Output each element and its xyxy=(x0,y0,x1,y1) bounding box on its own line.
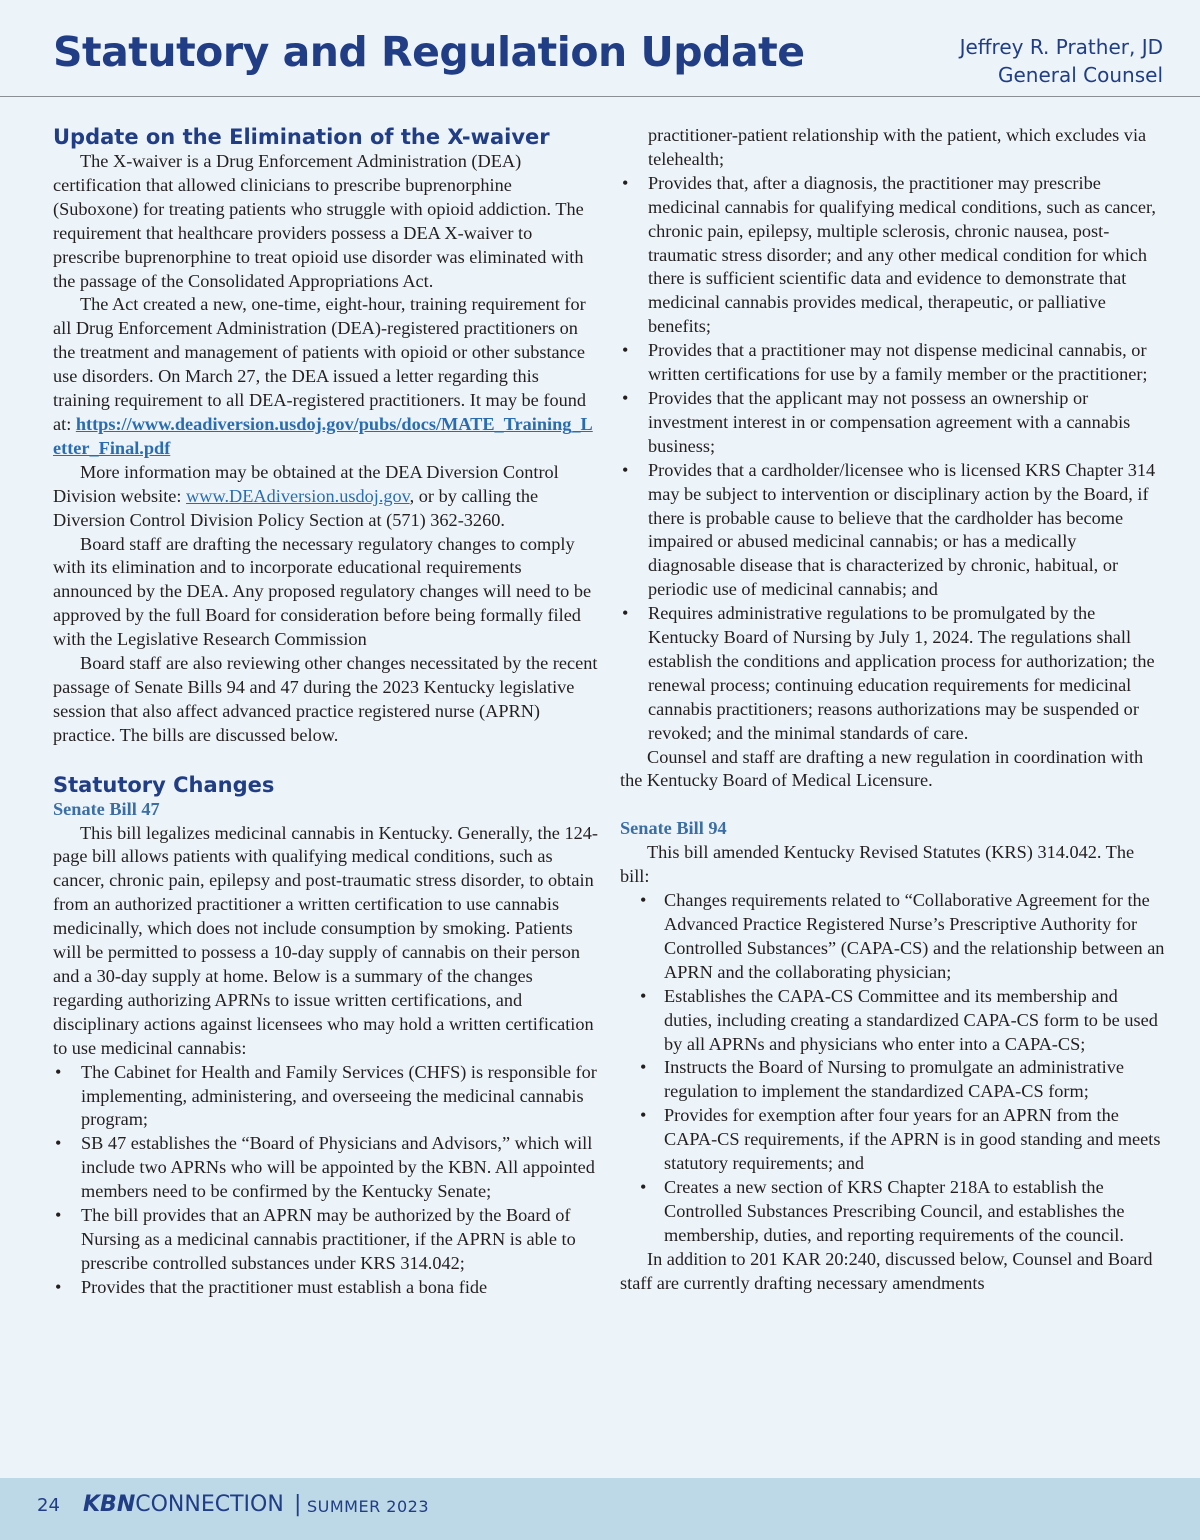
bullet-icon: • xyxy=(640,1105,647,1126)
list-item: • The Cabinet for Health and Family Services (CHFS) is responsible for implementing, administering, and overseeing the medicinal cannabis program; xyxy=(55,1061,597,1130)
list-item: • Creates a new section of KRS Chapter 218A to establish the Controlled Substances Prescribing Council, and establishes the membership, duties, and reporting requirements of the council. xyxy=(640,1176,1125,1245)
bullet-icon: • xyxy=(55,1061,62,1082)
bullet-icon: • xyxy=(640,1176,647,1197)
list-item: • Provides that a cardholder/licensee who is licensed KRS Chapter 314 may be subject to intervention or disciplinary action by the Board, if there is probable cause to believe that the cardholder has become impaired or abused medicinal cannabis; or has a medically diagnosable disease that is characterized by chronic, habitual, or periodic use of medicinal cannabis; and xyxy=(622,459,1156,600)
header-divider xyxy=(0,96,1200,97)
author-name: Jeffrey R. Prather, JD xyxy=(959,35,1163,59)
page-number: 24 xyxy=(37,1495,60,1516)
list-item: • The bill provides that an APRN may be authorized by the Board of Nursing as a medicinal cannabis practitioner, if the APRN is able to prescribe controlled substances under KRS 314.042; xyxy=(55,1205,576,1273)
dea-training-letter-link[interactable]: https://www.deadiversion.usdoj.gov/pubs/docs/MATE_Training_Letter_Final.pdf xyxy=(53,413,593,458)
sb94-heading: Senate Bill 94 xyxy=(620,818,727,839)
list-item: • Provides for exemption after four years for an APRN from the CAPA-CS requirements, if the APRN is in good standing and meets statutory requirements; and xyxy=(640,1105,1161,1174)
list-item: • Provides that the practitioner must establish a bona fide xyxy=(53,1276,598,1300)
list-item: • Provides that the applicant may not possess an ownership or investment interest in or compensation agreement with a cannabis business; xyxy=(622,387,1131,456)
sb47-bullet-list-right xyxy=(620,172,1168,746)
xwaiver-paragraph-4: Board staff are drafting the necessary regulatory changes to comply with its elimination and to incorporate educational requirements announced by the DEA. Any proposed regulatory changes will need to be approved by the full Board for consideration before being formally filed with the Legislative Research Commission xyxy=(53,533,592,650)
xwaiver-paragraph-3 xyxy=(53,461,598,533)
issue-label: SUMMER 2023 xyxy=(307,1497,430,1516)
bullet-icon: • xyxy=(622,172,629,193)
publication-name xyxy=(83,1492,284,1517)
bullet-icon: • xyxy=(640,1057,647,1078)
xwaiver-paragraph-2 xyxy=(53,293,598,460)
list-item: • Establishes the CAPA-CS Committee and its membership and duties, including creating a standardized CAPA-CS form to be used by all APRNs and physicians who enter into a CAPA-CS; xyxy=(640,985,1158,1054)
page-title: Statutory and Regulation Update xyxy=(53,28,805,76)
sb94-intro: This bill amended Kentucky Revised Statutes (KRS) 314.042. The bill: xyxy=(620,842,1135,887)
list-item: • Instructs the Board of Nursing to promulgate an administrative regulation to implement the standardized CAPA-CS form; xyxy=(640,1057,1124,1102)
bullet-icon: • xyxy=(622,340,629,361)
xwaiver-heading: Update on the Elimination of the X-waiver xyxy=(53,125,550,149)
xwaiver-paragraph-1: The X-waiver is a Drug Enforcement Administration (DEA) certification that allowed clinicians to prescribe buprenorphine (Suboxone) for treating patients who struggle with opioid addiction. The requirement that healthcare providers possess a DEA X-waiver to prescribe buprenorphine to treat opioid use disorder was eliminated with the passage of the Consolidated Appropriations Act. xyxy=(53,151,584,291)
left-column xyxy=(53,124,598,1300)
dea-diversion-website-link[interactable]: www.DEAdiversion.usdoj.gov xyxy=(186,485,410,506)
bullet-icon: • xyxy=(622,387,629,408)
sb94-closing: In addition to 201 KAR 20:240, discussed below, Counsel and Board staff are currently drafting necessary amendments xyxy=(620,1248,1153,1293)
publication-name-bold: KBN xyxy=(83,1492,136,1517)
section-spacer xyxy=(53,748,598,772)
xwaiver-paragraph-5: Board staff are also reviewing other changes necessitated by the recent passage of Senate Bills 94 and 47 during the 2023 Kentucky legislative session that also affect advanced practice registered nurse (APRN) practice. The bills are discussed below. xyxy=(53,653,598,745)
xwaiver-paragraph-2-text: The Act created a new, one-time, eight-hour, training requirement for all Drug Enforcement Administration (DEA)-registered practitioners on the treatment and management of patients with opioid or other substance use disorders. On March 27, the DEA issued a letter regarding this training requirement to all DEA-registered practitioners. It may be found at: xyxy=(53,294,587,434)
author-block xyxy=(960,33,1163,89)
list-item: • Requires administrative regulations to be promulgated by the Kentucky Board of Nursing by July 1, 2024. The regulations shall establish the conditions and application process for authorization; the renewal process; continuing education requirements for medicinal cannabis practitioners; reasons authorizations may be suspended or revoked; and the minimal standards of care. xyxy=(622,603,1155,743)
section-spacer xyxy=(620,793,1168,817)
sb94-bullet-list xyxy=(620,889,1168,1248)
page-footer xyxy=(0,1478,1200,1540)
list-item: • Provides that a practitioner may not dispense medicinal cannabis, or written certifications for use by a family member or the practitioner; xyxy=(622,340,1148,385)
bullet-icon: • xyxy=(55,1133,62,1154)
footer-separator: | xyxy=(294,1492,302,1517)
sb47-bullet-continuation: practitioner-patient relationship with the patient, which excludes via telehealth; xyxy=(648,125,1147,169)
bullet-icon: • xyxy=(622,459,629,480)
sb47-closing: Counsel and staff are drafting a new regulation in coordination with the Kentucky Board of Medical Licensure. xyxy=(620,746,1144,791)
right-column xyxy=(620,124,1168,1296)
page-header xyxy=(0,0,1200,97)
sb47-bullet-list-left xyxy=(53,1061,598,1300)
sb47-heading: Senate Bill 47 xyxy=(53,798,160,819)
bullet-icon: • xyxy=(55,1205,62,1226)
xwaiver-paragraph-3-after: , or by calling the Diversion Control Division Policy Section at (571) 362-3260. xyxy=(53,485,539,530)
bullet-icon: • xyxy=(640,890,647,911)
bullet-icon: • xyxy=(640,985,647,1006)
list-item: • Provides that, after a diagnosis, the practitioner may prescribe medicinal cannabis for qualifying medical conditions, such as cancer, chronic pain, epilepsy, multiple sclerosis, chronic nausea, post-traumatic stress disorder; and any other medical condition for which there is sufficient scientific data and evidence to demonstrate that medicinal cannabis provides medical, therapeutic, or palliative benefits; xyxy=(622,172,1156,337)
xwaiver-paragraph-3-before: More information may be obtained at the DEA Diversion Control Division website: xyxy=(53,461,559,506)
author-role: General Counsel xyxy=(997,63,1163,87)
list-item: • Changes requirements related to “Collaborative Agreement for the Advanced Practice Registered Nurse’s Prescriptive Authority for Controlled Substances” (CAPA-CS) and the relationship between an APRN and the collaborating physician; xyxy=(640,890,1165,982)
list-item: • SB 47 establishes the “Board of Physicians and Advisors,” which will include two APRNs who will be appointed by the KBN. All appointed members need to be confirmed by the Kentucky Senate; xyxy=(55,1133,595,1202)
bullet-icon: • xyxy=(622,603,629,624)
statutory-changes-heading: Statutory Changes xyxy=(53,772,275,797)
sb47-intro: This bill legalizes medicinal cannabis in Kentucky. Generally, the 124-page bill allows patients with qualifying medical conditions, such as cancer, chronic pain, epilepsy and post-traumatic stress disorder, to obtain from an authorized practitioner a written certification to use cannabis medicinally, which does not include consumption by smoking. Patients will be permitted to possess a 10-day supply of cannabis on their person and a 30-day supply at home. Below is a summary of the changes regarding authorizing APRNs to issue written certifications, and disciplinary actions against licensees who may hold a written certification to use medicinal cannabis: xyxy=(53,822,598,1058)
publication-name-rest: CONNECTION xyxy=(135,1492,284,1517)
bullet-icon: • xyxy=(55,1276,62,1297)
